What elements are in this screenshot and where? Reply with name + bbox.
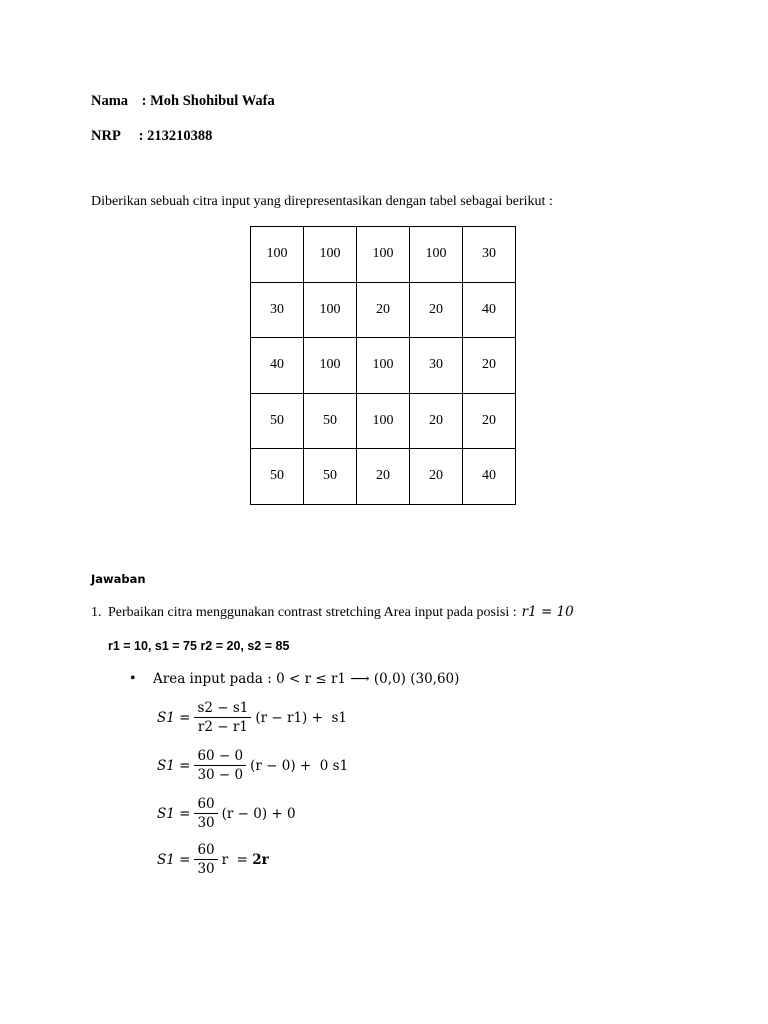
table-cell: 50 bbox=[251, 393, 304, 449]
equation-rest: (r − 0) + 0 bbox=[221, 805, 296, 822]
equation-rest: (r − r1) + s1 bbox=[255, 709, 348, 726]
equation bbox=[157, 842, 269, 877]
equation-lhs: S1 = bbox=[157, 757, 191, 774]
fraction-denominator: 30 − 0 bbox=[197, 767, 244, 783]
nrp-value: : 213210388 bbox=[138, 128, 213, 144]
table-cell: 100 bbox=[251, 227, 304, 283]
answer-item-1 bbox=[91, 604, 574, 621]
table-row bbox=[251, 227, 516, 283]
equation bbox=[157, 748, 348, 783]
table-cell: 100 bbox=[304, 282, 357, 338]
parameters-line: r1 = 10, s1 = 75 r2 = 20, s2 = 85 bbox=[108, 639, 290, 653]
bullet-dot: • bbox=[130, 670, 136, 687]
table-cell: 20 bbox=[463, 338, 516, 394]
fraction-numerator: s2 − s1 bbox=[194, 700, 251, 718]
table-cell: 20 bbox=[463, 393, 516, 449]
table-cell: 50 bbox=[304, 449, 357, 505]
table-cell: 40 bbox=[463, 282, 516, 338]
table-cell: 20 bbox=[410, 282, 463, 338]
fraction-denominator: r2 − r1 bbox=[197, 719, 248, 735]
table-cell: 20 bbox=[410, 449, 463, 505]
equation-rest: (r − 0) + 0 s1 bbox=[250, 757, 349, 774]
item-math: r1 = 10 bbox=[521, 604, 574, 620]
equation-lhs: S1 = bbox=[157, 805, 191, 822]
table-cell: 50 bbox=[251, 449, 304, 505]
fraction bbox=[194, 700, 251, 735]
bullet-item bbox=[130, 670, 459, 688]
table-cell: 100 bbox=[357, 227, 410, 283]
name-line bbox=[91, 93, 275, 110]
table-cell: 100 bbox=[357, 393, 410, 449]
input-image-table bbox=[250, 226, 516, 505]
table-cell: 40 bbox=[463, 449, 516, 505]
name-label: Nama bbox=[91, 93, 129, 109]
table-cell: 20 bbox=[357, 449, 410, 505]
nrp-label: NRP bbox=[91, 128, 121, 144]
equation-result: 2r bbox=[252, 851, 269, 868]
fraction bbox=[194, 796, 217, 831]
table-row bbox=[251, 282, 516, 338]
equation-lhs: S1 = bbox=[157, 709, 191, 726]
table-cell: 100 bbox=[304, 227, 357, 283]
table-cell: 30 bbox=[463, 227, 516, 283]
table-row bbox=[251, 338, 516, 394]
item-text: Perbaikan citra menggunakan contrast stretching Area input pada posisi : bbox=[108, 605, 517, 620]
equation bbox=[157, 796, 296, 831]
fraction bbox=[194, 748, 246, 783]
nrp-line bbox=[91, 128, 212, 145]
equation-lhs: S1 = bbox=[157, 851, 191, 868]
fraction-denominator: 30 bbox=[197, 815, 215, 831]
table-cell: 40 bbox=[251, 338, 304, 394]
name-value: : Moh Shohibul Wafa bbox=[141, 93, 275, 109]
equation bbox=[157, 700, 347, 735]
table-cell: 20 bbox=[357, 282, 410, 338]
fraction bbox=[194, 842, 217, 877]
table-cell: 100 bbox=[357, 338, 410, 394]
table-cell: 100 bbox=[410, 227, 463, 283]
table-cell: 20 bbox=[410, 393, 463, 449]
intro-text: Diberikan sebuah citra input yang direpresentasikan dengan tabel sebagai berikut : bbox=[91, 194, 553, 209]
equation-rest: r = bbox=[221, 851, 253, 868]
bullet-text: Area input pada : 0 < r ≤ r1 ⟶ (0,0) (30,60) bbox=[153, 671, 460, 687]
fraction-denominator: 30 bbox=[197, 861, 215, 877]
fraction-numerator: 60 − 0 bbox=[194, 748, 246, 766]
table-row bbox=[251, 393, 516, 449]
table-cell: 30 bbox=[251, 282, 304, 338]
item-number: 1. bbox=[91, 605, 102, 620]
fraction-numerator: 60 bbox=[194, 842, 217, 860]
table-cell: 100 bbox=[304, 338, 357, 394]
answer-heading: Jawaban bbox=[91, 572, 146, 586]
fraction-numerator: 60 bbox=[194, 796, 217, 814]
table-cell: 30 bbox=[410, 338, 463, 394]
table-cell: 50 bbox=[304, 393, 357, 449]
table-row bbox=[251, 449, 516, 505]
